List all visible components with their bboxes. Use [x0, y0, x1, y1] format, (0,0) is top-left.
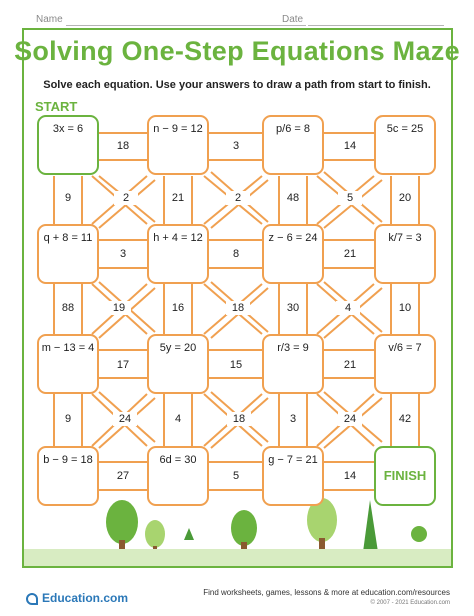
equation-text: 5y = 20	[159, 342, 197, 354]
maze-cell[interactable]	[147, 115, 209, 175]
maze-cell[interactable]	[147, 224, 209, 284]
equation-text: 6d = 30	[159, 454, 197, 466]
maze-cell[interactable]	[37, 224, 99, 284]
path-number: 3	[281, 412, 305, 426]
path-number: 8	[224, 247, 248, 261]
footer-text: Find worksheets, games, lessons & more at education.com/resources	[203, 588, 450, 597]
maze-cell[interactable]	[37, 334, 99, 394]
maze-cell[interactable]	[262, 446, 324, 506]
start-label: START	[35, 99, 78, 114]
equation-text: q + 8 = 11	[43, 232, 93, 244]
footer-copyright: © 2007 - 2021 Education.com	[370, 600, 450, 606]
equation-text: m − 13 = 4	[41, 342, 95, 354]
path-number: 18	[111, 139, 135, 153]
logo-icon	[26, 593, 38, 605]
path-number: 18	[227, 412, 251, 426]
equation-text: 3x = 6	[52, 123, 84, 135]
path-number: 2	[114, 191, 138, 205]
maze-cell[interactable]	[37, 446, 99, 506]
equation-text: n − 9 = 12	[153, 123, 203, 135]
equation-text: k/7 = 3	[388, 232, 422, 244]
path-number: 18	[226, 301, 250, 315]
path-number: 20	[393, 191, 417, 205]
maze-cell-finish[interactable]	[374, 446, 436, 506]
maze-cell[interactable]	[147, 334, 209, 394]
equation-text: g − 7 = 21	[268, 454, 318, 466]
path-number: 5	[224, 469, 248, 483]
path-number: 16	[166, 301, 190, 315]
path-number: 3	[224, 139, 248, 153]
tree-decoration	[106, 498, 427, 552]
path-number: 27	[111, 469, 135, 483]
path-number: 4	[166, 412, 190, 426]
maze-cell[interactable]	[147, 446, 209, 506]
education-logo[interactable]	[26, 591, 128, 605]
path-number: 24	[113, 412, 137, 426]
path-number: 9	[56, 191, 80, 205]
maze-cell[interactable]	[374, 115, 436, 175]
path-number: 30	[281, 301, 305, 315]
path-number: 21	[166, 191, 190, 205]
maze-cell-start[interactable]	[37, 115, 99, 175]
grass-ground	[24, 549, 451, 566]
maze-cell[interactable]	[374, 334, 436, 394]
path-number: 14	[338, 469, 362, 483]
path-number: 5	[338, 191, 362, 205]
equation-text: h + 4 = 12	[153, 232, 203, 244]
page-subtitle: Solve each equation. Use your answers to draw a path from start to finish.	[43, 79, 431, 91]
maze-cell[interactable]	[262, 115, 324, 175]
path-number: 10	[393, 301, 417, 315]
equation-text: v/6 = 7	[388, 342, 422, 354]
path-number: 17	[111, 358, 135, 372]
path-number: 24	[338, 412, 362, 426]
logo-text: Education.com	[42, 591, 129, 605]
path-number: 48	[281, 191, 305, 205]
path-number: 88	[56, 301, 80, 315]
maze-cell[interactable]	[262, 334, 324, 394]
name-label: Name	[36, 14, 63, 25]
path-number: 14	[338, 139, 362, 153]
equation-text: b − 9 = 18	[43, 454, 93, 466]
path-number: 21	[338, 358, 362, 372]
path-number: 4	[336, 301, 360, 315]
path-number: 19	[107, 301, 131, 315]
equation-text: p/6 = 8	[276, 123, 310, 135]
path-number: 3	[111, 247, 135, 261]
equation-text: 5c = 25	[386, 123, 424, 135]
maze-cell[interactable]	[262, 224, 324, 284]
equation-text: r/3 = 9	[277, 342, 309, 354]
date-label: Date	[282, 14, 304, 25]
maze-cell[interactable]	[374, 224, 436, 284]
equation-text: z − 6 = 24	[268, 232, 318, 244]
path-number: 21	[338, 247, 362, 261]
path-number: 2	[226, 191, 250, 205]
finish-label: FINISH	[383, 468, 427, 483]
path-number: 15	[224, 358, 248, 372]
path-number: 9	[56, 412, 80, 426]
page-title: Solving One-Step Equations Maze	[14, 36, 460, 66]
path-number: 42	[393, 412, 417, 426]
